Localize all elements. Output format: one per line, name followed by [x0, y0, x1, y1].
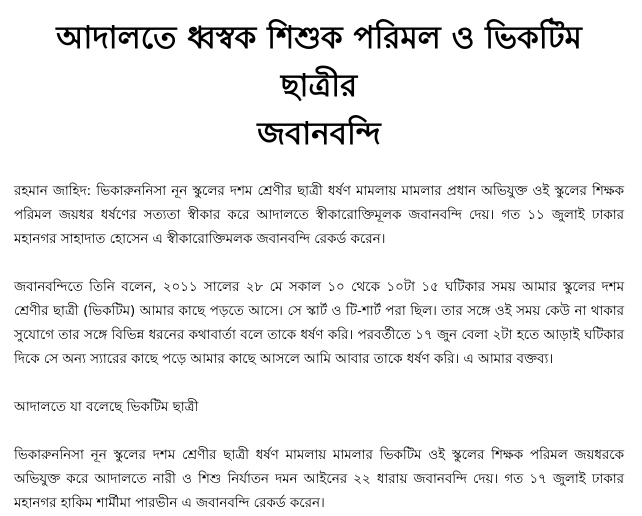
article-body: [14, 180, 624, 516]
section-subheading: আদালতে যা বলেছে ভিকটিম ছাত্রী: [14, 400, 199, 415]
page-title-line-1: আদালতে ধ্বস্বক শিশুক পরিমল ও ভিকটিম ছাত্রীর: [56, 20, 582, 104]
page-title-line-2: জবানবন্দি: [257, 116, 381, 152]
paragraph-intro: রহমান জাহিদ: ভিকারুননিসা নূন স্কুলের দশম শ্রেণীর ছাত্রী ধর্ষণ মামলায় মামলার প্রধান অভিযুক্ত ওই স্কুলের শিক্ষক পরিমল জয়ধর ধর্ষণের সত্যতা স্বীকার করে আদালতে স্বীকারোক্তিমূলক জবানবন্দি দেয়। গত ১১ জুলাই ঢাকার মহানগর সাহাদাত হোসেন এ স্বীকারোক্তিমলক জবানবন্দি রেকর্ড করেন।: [14, 184, 624, 247]
page-title: [14, 14, 624, 158]
paragraph-statement: জবানবন্দিতে তিনি বলেন, ২০১১ সালের ২৮ মে সকাল ১০ থেকে ১০টা ১৫ ঘটিকার সময় আমার স্কুলের দশম শ্রেণীর ছাত্রী (ভিকটিম) আমার কাছে পড়তে আসে। সে স্কার্ট ও টি-শার্ট পরা ছিল। তার সঙ্গে ওই সময় কেউ না থাকার সুযোগে তার সঙ্গে বিভিন্ন ধরনের কথাবার্তা বলে তাকে ধর্ষণ করি। পরবর্তীতে ১৭ জুন বেলা ২টা হতে আড়াই ঘটিকার দিকে সে অন্য স্যারের কাছে পড়ে আমার কাছে আসলে আমি আবার তাকে ধর্ষণ করি। এ আমার বক্তব্য।: [14, 280, 624, 367]
paragraph-victim-statement: ভিকারুননিসা নূন স্কুলের দশম শ্রেণীর ছাত্রী ধর্ষণ মামলায় মামলার ভিকটিম ওই স্কুলের শিক্ষক পরিমল জয়ধরকে অভিযুক্ত করে আদালতে নারী ও শিশু নির্যাতন দমন আইনের ২২ ধারায় জবানবন্দি দেয়। গত ১৭ জুলাই ঢাকার মহানগর হাকিম শার্মীমা পারভীন এ জবানবন্দি রেকর্ড করেন।: [14, 448, 624, 511]
